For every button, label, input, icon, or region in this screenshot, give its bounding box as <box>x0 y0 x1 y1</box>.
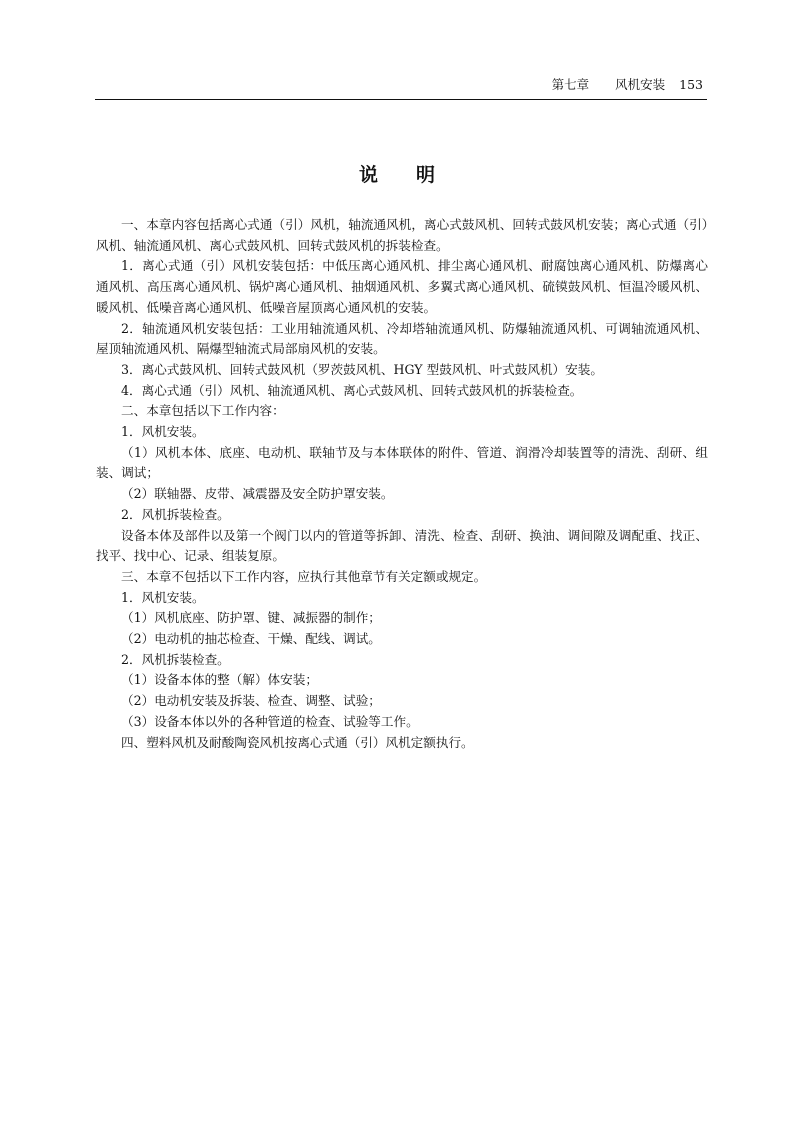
paragraph: 一、本章内容包括离心式通（引）风机，轴流通风机，离心式鼓风机、回转式鼓风机安装；离心式通（引）风机、轴流通风机、离心式鼓风机、回转式鼓风机的拆装检查。 <box>96 217 708 253</box>
paragraph: （1）设备本体的整（解）体安装； <box>121 672 318 688</box>
paragraph: 四、塑料风机及耐酸陶瓷风机按离心式通（引）风机定额执行。 <box>121 734 474 750</box>
paragraph: 2．轴流通风机安装包括：工业用轴流通风机、冷却塔轴流通风机、防爆轴流通风机、可调轴流通风机、屋顶轴流通风机、隔爆型轴流式局部扇风机的安装。 <box>96 320 708 357</box>
paragraph: （2）联轴器、皮带、减震器及安全防护罩安装。 <box>121 486 394 502</box>
paragraph: 设备本体及部件以及第一个阀门以内的管道等拆卸、清洗、检查、刮研、换油、调间隙及调配重、找正、找平、找中心、记录、组装复原。 <box>96 527 708 564</box>
header-rule <box>95 99 707 100</box>
body-text <box>96 215 708 753</box>
paragraph: 1．风机安装。 <box>121 589 205 605</box>
paragraph: （1）风机本体、底座、电动机、联轴节及与本体联体的附件、管道、润滑冷却装置等的清洗、刮研、组装、调试； <box>96 444 708 481</box>
paragraph: （1）风机底座、防护罩、键、减振器的制作； <box>121 610 381 626</box>
paragraph: （2）电动机安装及拆装、检查、调整、试验； <box>121 693 381 709</box>
header-section: 风机安装 <box>615 77 666 92</box>
paragraph: 三、本章不包括以下工作内容，应执行其他章节有关定额或规定。 <box>121 568 487 584</box>
paragraph: （2）电动机的抽芯检查、干燥、配线、调试。 <box>121 631 381 647</box>
paragraph: 2．风机拆装检查。 <box>121 506 230 522</box>
paragraph: （3）设备本体以外的各种管道的检查、试验等工作。 <box>121 713 419 729</box>
header-page-number: 153 <box>679 77 703 92</box>
paragraph: 二、本章包括以下工作内容： <box>121 403 285 419</box>
page-header <box>95 76 703 94</box>
paragraph: 3．离心式鼓风机、回转式鼓风机（罗茨鼓风机、HGY 型鼓风机、叶式鼓风机）安装。 <box>121 361 603 377</box>
paragraph: 2．风机拆装检查。 <box>121 651 230 667</box>
paragraph: 4．离心式通（引）风机、轴流通风机、离心式鼓风机、回转式鼓风机的拆装检查。 <box>121 382 583 398</box>
paragraph: 1．风机安装。 <box>121 424 205 440</box>
header-chapter: 第七章 <box>551 77 590 92</box>
paragraph: 1．离心式通（引）风机安装包括：中低压离心通风机、排尘离心通风机、耐腐蚀离心通风机、防爆离心通风机、高压离心通风机、锅炉离心通风机、抽烟通风机、多翼式离心通风机、硫镆鼓风机、恒温冷暖风机、暖风机、低噪音离心通风机、低噪音屋顶离心通风机的安装。 <box>96 258 708 315</box>
page-title: 说明 <box>358 164 473 186</box>
